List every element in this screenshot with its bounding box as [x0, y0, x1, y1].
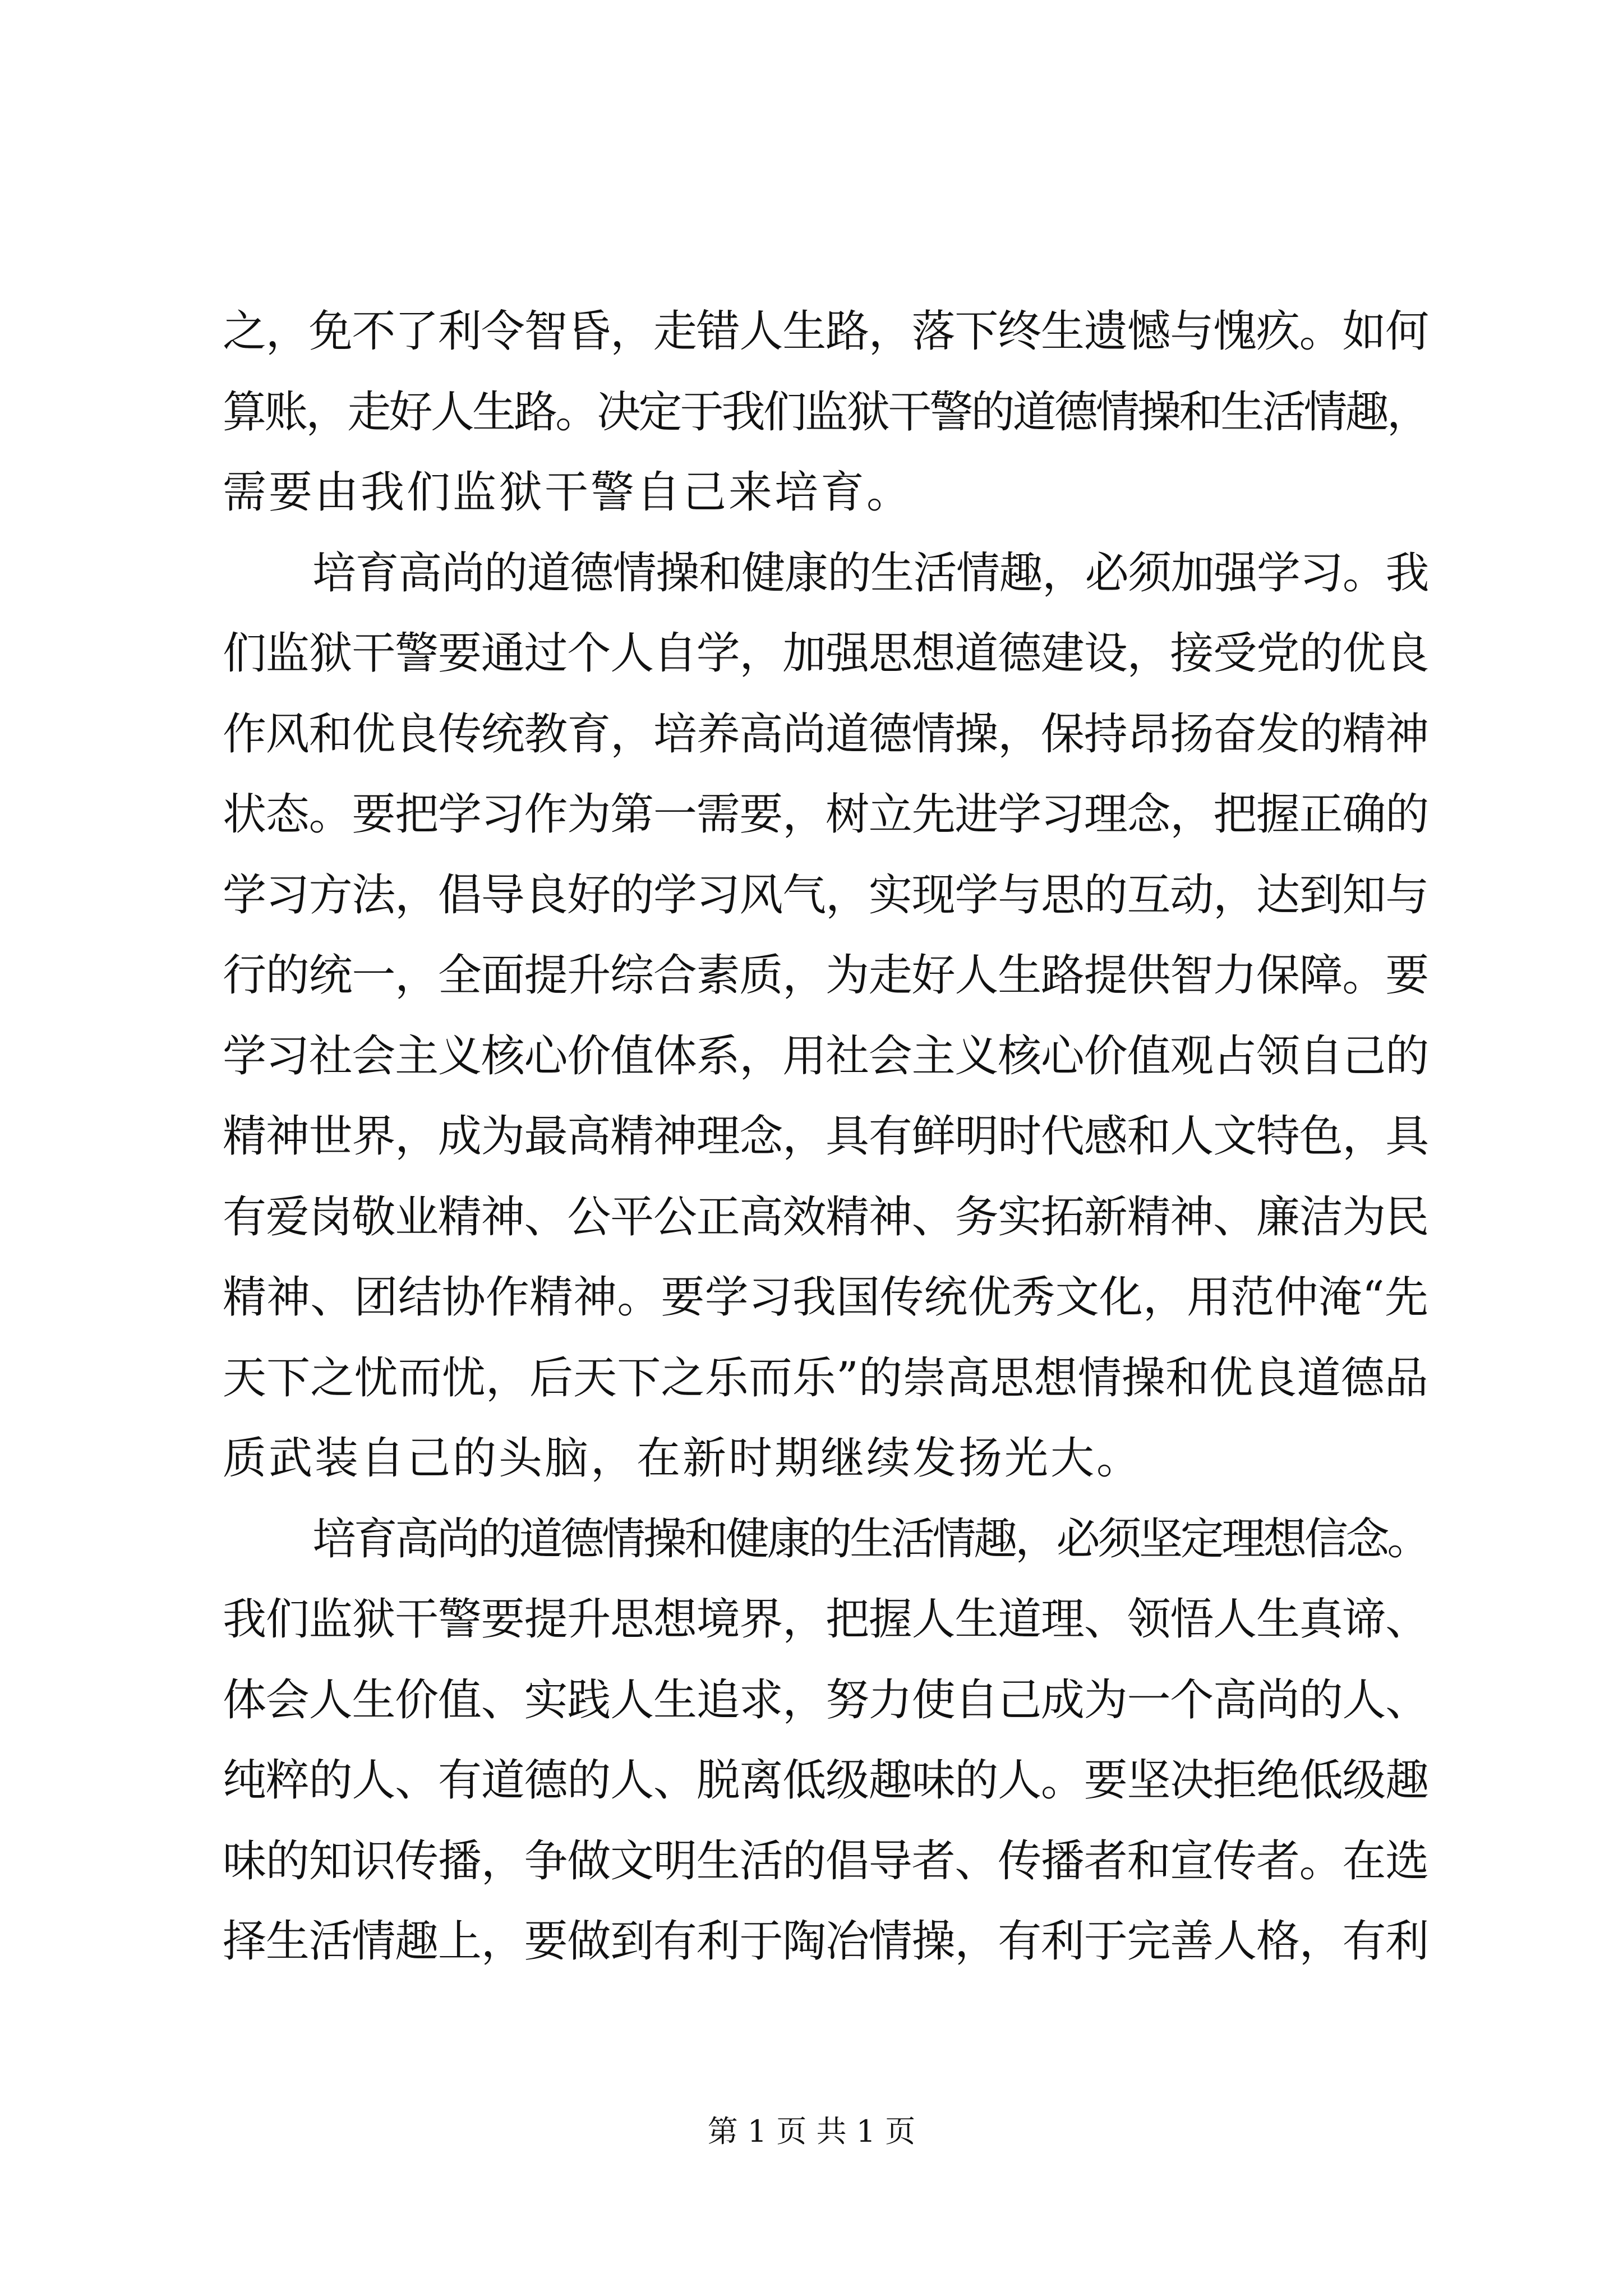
text-line: 培育高尚的道德情操和健康的生活情趣，必须坚定理想信念。 — [312, 1513, 1429, 1565]
page-footer: 第 1 页 共 1 页 — [707, 2114, 916, 2149]
text-line: 体会人生价值、实践人生追求，努力使自己成为一个高尚的人、 — [223, 1674, 1429, 1726]
text-line: 行的统一，全面提升综合素质，为走好人生路提供智力保障。要 — [223, 950, 1429, 1001]
text-line: 味的知识传播，争做文明生活的倡导者、传播者和宣传者。在选 — [223, 1835, 1429, 1887]
text-line: 学习方法，倡导良好的学习风气，实现学与思的互动，达到知与 — [223, 869, 1429, 921]
text-line: 择生活情趣上，要做到有利于陶冶情操，有利于完善人格，有利 — [223, 1916, 1429, 1967]
text-line: 之，免不了利令智昏，走错人生路，落下终生遗憾与愧疚。如何 — [223, 306, 1429, 357]
text-line: 天下之忧而忧，后天下之乐而乐”的崇高思想情操和优良道德品 — [223, 1352, 1428, 1404]
text-line: 精神世界，成为最高精神理念，具有鲜明时代感和人文特色，具 — [223, 1111, 1429, 1162]
text-line: 算账，走好人生路。决定于我们监狱干警的道德情操和生活情趣， — [223, 386, 1429, 438]
text-line: 培育高尚的道德情操和健康的生活情趣，必须加强学习。我 — [312, 547, 1429, 599]
text-line: 纯粹的人、有道德的人、脱离低级趣味的人。要坚决拒绝低级趣 — [223, 1755, 1429, 1806]
text-line: 学习社会主义核心价值体系，用社会主义核心价值观占领自己的 — [223, 1030, 1429, 1082]
document-body — [223, 292, 1428, 1982]
text-line: 作风和优良传统教育，培养高尚道德情操，保持昂扬奋发的精神 — [223, 708, 1429, 760]
text-line: 有爱岗敬业精神、公平公正高效精神、务实拓新精神、廉洁为民 — [223, 1191, 1429, 1243]
text-line: 状态。要把学习作为第一需要，树立先进学习理念，把握正确的 — [223, 789, 1429, 840]
text-line: 需要由我们监狱干警自己来培育。 — [223, 467, 913, 518]
text-line: 质武装自己的头脑，在新时期继续发扬光大。 — [223, 1433, 1143, 1484]
text-line: 我们监狱干警要提升思想境界，把握人生道理、领悟人生真谛、 — [223, 1594, 1429, 1645]
text-line: 们监狱干警要通过个人自学，加强思想道德建设，接受党的优良 — [223, 628, 1429, 679]
text-line: 精神、团结协作精神。要学习我国传统优秀文化，用范仲淹“先 — [223, 1272, 1428, 1323]
